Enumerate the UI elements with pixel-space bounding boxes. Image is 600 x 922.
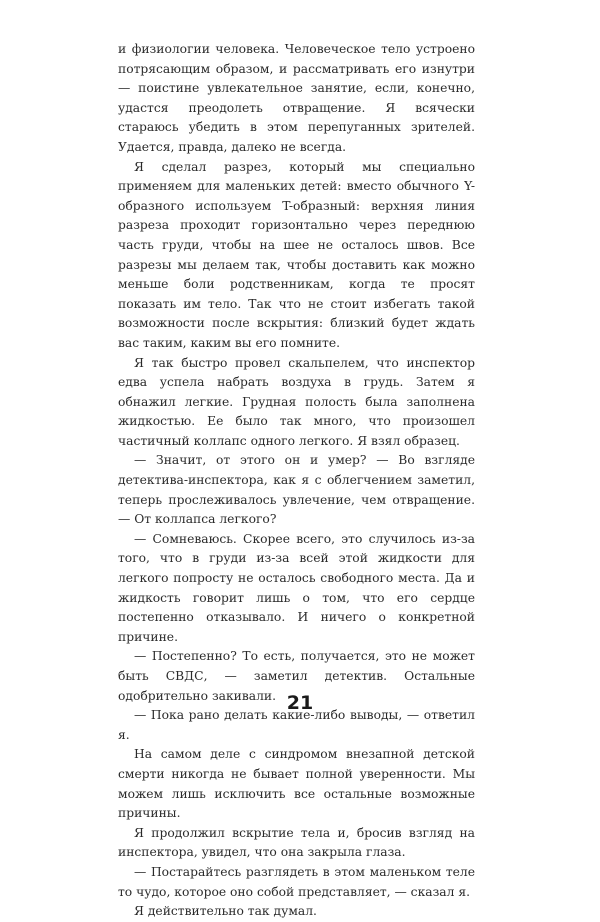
book-page-text xyxy=(118,40,475,922)
paragraph-9: Я продолжил вскрытие тела и, бросив взгляд на инспектора, увидел, что она закрыла глаза. xyxy=(118,825,475,860)
paragraph-3: Я так быстро провел скальпелем, что инспектор едва успела набрать воздуха в грудь. Затем я обнажил легкие. Грудная полость была заполнена жидкостью. Ее было так много, что произошел частичный коллапс одного легкого. Я взял образец. xyxy=(118,355,475,448)
paragraph-4: — Значит, от этого он и умер? — Во взгляде детектива-инспектора, как я с облегчением заметил, теперь прослеживалось увлечение, чем отвращение. — От коллапса легкого? xyxy=(118,453,475,527)
paragraph-6: — Постепенно? То есть, получается, это не может быть СВДС, — заметил детектив. Остальные одобрительно закивали. xyxy=(118,649,475,703)
paragraph-2: Я сделал разрез, который мы специально применяем для маленьких детей: вместо обычного Y-образного используем T-образный: верхняя линия разреза проходит горизонтально через переднюю часть груди, чтобы на шее не осталось швов. Все разрезы мы делаем так, чтобы доставить как можно меньше боли родственникам, когда те просят показать им тело. Так что не стоит избегать такой возможности после вскрытия: близкий будет ждать вас таким, каким вы его помните. xyxy=(118,159,475,350)
paragraph-5: — Сомневаюсь. Скорее всего, это случилось из-за того, что в груди из-за всей этой жидкости для легкого попросту не осталось свободного места. Да и жидкость говорит лишь о том, что его сердце постепенно отказывало. И ничего о конкретной причине. xyxy=(118,531,475,644)
page-number: 21 xyxy=(286,692,314,714)
paragraph-1: и физиологии человека. Человеческое тело устроено потрясающим образом, и рассматривать его изнутри — поистине увлекательное занятие, если, конечно, удастся преодолеть отвращение. Я всячески стараюсь убедить в этом перепуганных зрителей. Удается, правда, далеко не всегда. xyxy=(118,42,475,154)
paragraph-8: На самом деле с синдромом внезапной детской смерти никогда не бывает полной уверенности. Мы можем лишь исключить все остальные возможные причины. xyxy=(118,747,475,821)
paragraph-7: — Пока рано делать какие-либо выводы, — ответил я. xyxy=(118,708,475,742)
paragraph-10: — Постарайтесь разглядеть в этом маленьком теле то чудо, которое оно собой представляет, — сказал я. xyxy=(118,864,475,899)
paragraph-11: Я действительно так думал. xyxy=(134,904,317,919)
